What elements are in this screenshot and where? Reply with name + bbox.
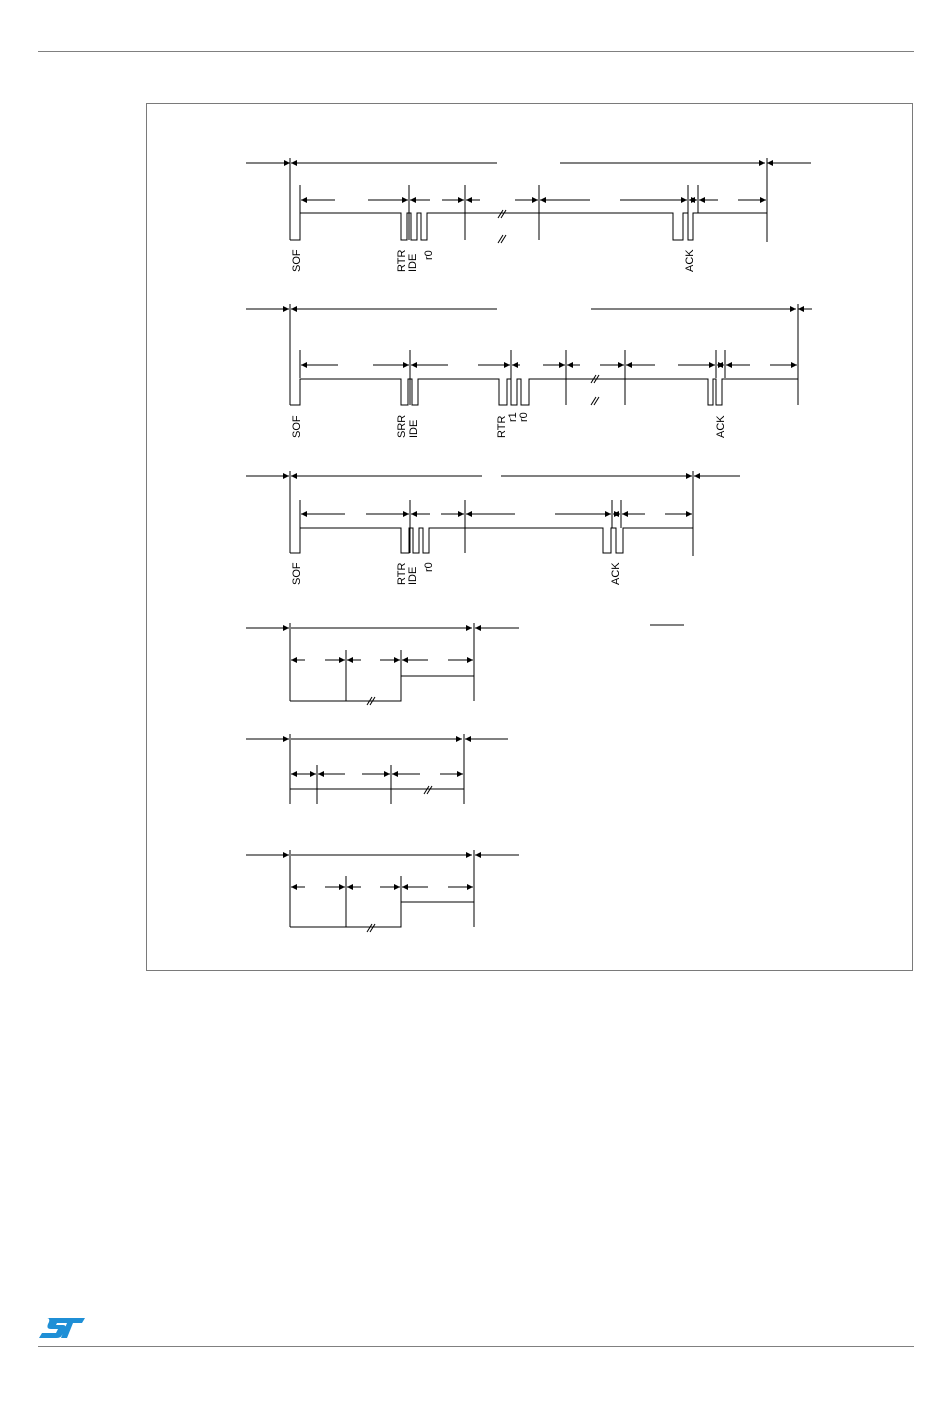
rtr-label: RTR (496, 415, 508, 438)
srr-label: SRR (396, 414, 408, 438)
extended-frame-labels (291, 412, 727, 438)
extended-data-frame (246, 304, 812, 405)
sof-label: SOF (291, 562, 303, 585)
rtr-label: RTR (396, 249, 408, 272)
interframe-space (246, 734, 508, 804)
remote-frame-labels (291, 562, 622, 585)
r0-label: r0 (518, 412, 530, 422)
rtr-label: RTR (396, 562, 408, 585)
r0-label: r0 (423, 562, 435, 572)
sof-label: SOF (291, 249, 303, 272)
ack-label: ACK (610, 562, 622, 585)
sof-label: SOF (291, 415, 303, 438)
ide-label: IDE (407, 253, 419, 272)
remote-frame (246, 471, 740, 556)
ide-label: IDE (407, 566, 419, 585)
standard-frame-labels (291, 249, 696, 272)
r1-label: r1 (507, 412, 519, 422)
ack-label: ACK (715, 415, 727, 438)
st-logo-icon (37, 1316, 87, 1340)
footer-rule (38, 1346, 914, 1347)
ack-label: ACK (684, 249, 696, 272)
r0-label: r0 (423, 250, 435, 260)
ide-label: IDE (408, 419, 420, 438)
error-frame (246, 623, 684, 705)
overload-frame (246, 850, 519, 932)
standard-data-frame (246, 158, 811, 243)
